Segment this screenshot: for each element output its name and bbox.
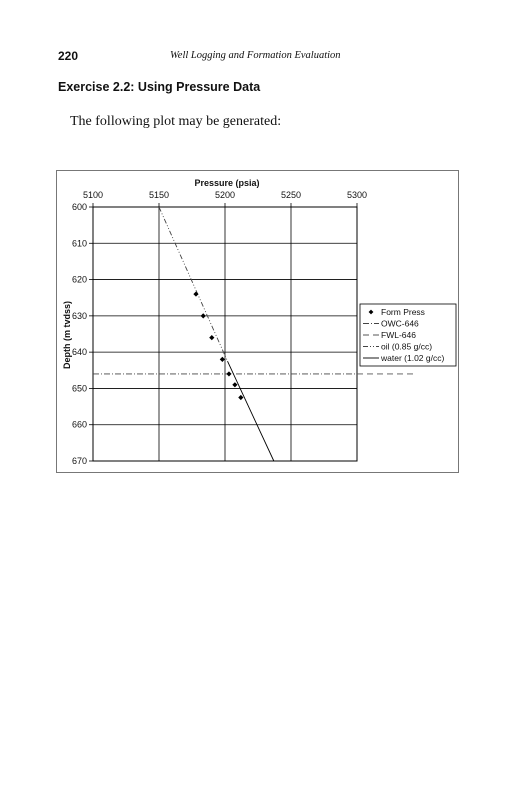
legend-label: OWC-646	[381, 318, 419, 329]
data-point	[220, 357, 225, 362]
y-tick-label: 640	[71, 347, 87, 358]
y-tick-label: 650	[71, 383, 87, 394]
data-point	[201, 313, 206, 318]
series-line-water-1-02-g-cc	[228, 361, 274, 461]
x-tick-label: 5250	[280, 190, 302, 200]
y-tick-label: 630	[71, 310, 87, 321]
legend-label: water (1.02 g/cc)	[381, 353, 445, 363]
legend-label: oil (0.85 g/cc)	[381, 341, 433, 352]
pressure-depth-chart	[56, 170, 459, 473]
intro-text: The following plot may be generated:	[70, 114, 282, 129]
data-point	[232, 382, 237, 387]
legend-label: FWL-646	[381, 330, 416, 340]
chart-title: Pressure (psia)	[194, 178, 260, 188]
y-tick-label: 670	[71, 456, 87, 466]
page-number: 220	[58, 49, 79, 63]
x-tick-label: 5100	[82, 190, 104, 200]
chart-svg	[57, 171, 458, 472]
y-tick-label: 620	[71, 274, 87, 285]
y-tick-label: 600	[71, 202, 87, 212]
y-axis-label: Depth (m tvdss)	[62, 300, 72, 370]
exercise-title: Exercise 2.2: Using Pressure Data	[58, 80, 261, 94]
data-point	[209, 335, 214, 340]
legend-label: Form Press	[381, 307, 425, 317]
running-head: Well Logging and Formation Evaluation	[170, 50, 341, 61]
y-tick-label: 660	[71, 419, 87, 430]
y-tick-label: 610	[71, 238, 87, 249]
data-point	[226, 371, 231, 376]
x-tick-label: 5300	[346, 190, 368, 200]
data-point	[238, 395, 243, 400]
series-line-oil-0-85-g-cc	[159, 207, 228, 361]
x-tick-label: 5150	[148, 190, 170, 200]
data-point	[193, 291, 198, 296]
x-tick-label: 5200	[214, 190, 236, 200]
